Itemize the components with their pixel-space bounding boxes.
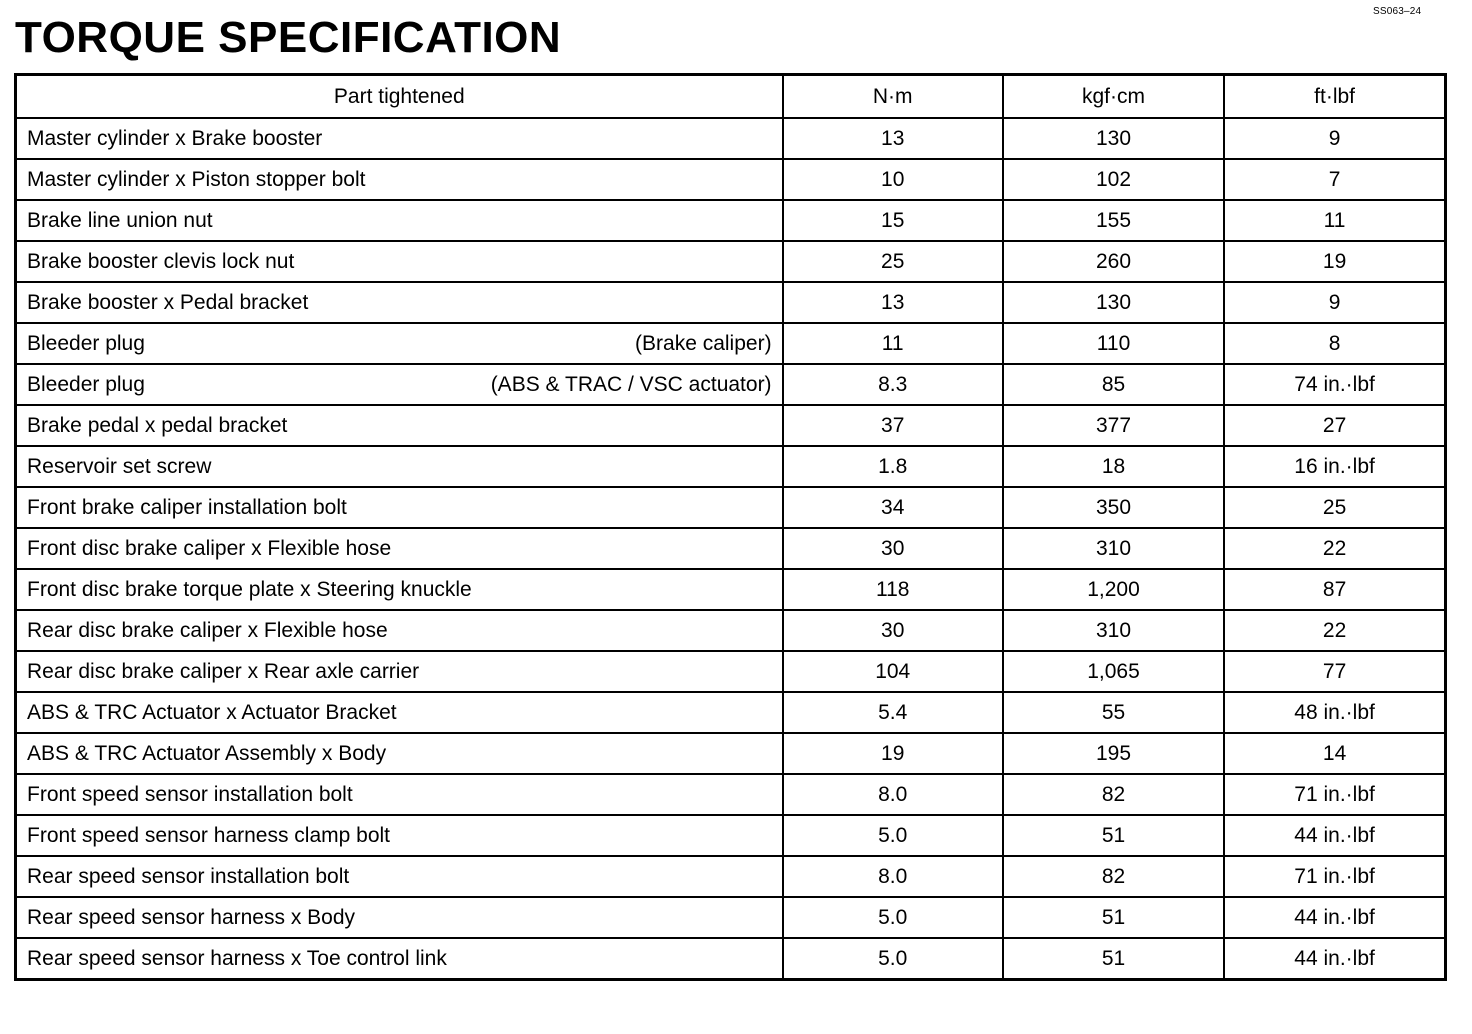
- part-name: Rear disc brake caliper x Flexible hose: [27, 619, 388, 642]
- kgf-cm-value: 102: [1003, 159, 1224, 200]
- nm-value: 30: [783, 610, 1003, 651]
- part-tightened-cell: [16, 938, 783, 980]
- ft-lbf-value: 44 in.·lbf: [1224, 815, 1445, 856]
- table-row: [16, 487, 1446, 528]
- ft-lbf-value: 27: [1224, 405, 1445, 446]
- ft-lbf-value: 44 in.·lbf: [1224, 897, 1445, 938]
- ft-lbf-value: 71 in.·lbf: [1224, 856, 1445, 897]
- part-name: Rear disc brake caliper x Rear axle carrier: [27, 660, 420, 683]
- part-name: Rear speed sensor harness x Toe control link: [27, 947, 447, 970]
- table-row: [16, 200, 1446, 241]
- nm-value: 19: [783, 733, 1003, 774]
- header-part-tightened: Part tightened: [16, 75, 783, 119]
- table-row: [16, 323, 1446, 364]
- part-name: Reservoir set screw: [27, 455, 212, 478]
- kgf-cm-value: 310: [1003, 610, 1224, 651]
- header-nm: N·m: [783, 75, 1003, 119]
- kgf-cm-value: 51: [1003, 938, 1224, 980]
- part-tightened-cell: [16, 610, 783, 651]
- part-tightened-cell: [16, 364, 783, 405]
- kgf-cm-value: 350: [1003, 487, 1224, 528]
- table-row: [16, 610, 1446, 651]
- nm-value: 8.0: [783, 774, 1003, 815]
- part-tightened-cell: [16, 733, 783, 774]
- part-tightened-cell: [16, 897, 783, 938]
- part-tightened-cell: [16, 651, 783, 692]
- part-tightened-cell: [16, 815, 783, 856]
- ft-lbf-value: 22: [1224, 610, 1445, 651]
- part-tightened-cell: [16, 569, 783, 610]
- part-tightened-cell: [16, 323, 783, 364]
- ft-lbf-value: 11: [1224, 200, 1445, 241]
- nm-value: 13: [783, 118, 1003, 159]
- header-ft-lbf: ft·lbf: [1224, 75, 1445, 119]
- kgf-cm-value: 195: [1003, 733, 1224, 774]
- table-row: [16, 405, 1446, 446]
- nm-value: 104: [783, 651, 1003, 692]
- torque-spec-table: [14, 73, 1447, 981]
- nm-value: 8.3: [783, 364, 1003, 405]
- kgf-cm-value: 130: [1003, 282, 1224, 323]
- ft-lbf-value: 16 in.·lbf: [1224, 446, 1445, 487]
- part-name: Master cylinder x Piston stopper bolt: [27, 168, 366, 191]
- part-tightened-cell: [16, 159, 783, 200]
- table-row: [16, 446, 1446, 487]
- part-note: (ABS & TRAC / VSC actuator): [490, 373, 772, 396]
- table-row: [16, 528, 1446, 569]
- part-name: Rear speed sensor installation bolt: [27, 865, 350, 888]
- nm-value: 13: [783, 282, 1003, 323]
- kgf-cm-value: 18: [1003, 446, 1224, 487]
- table-row: [16, 938, 1446, 980]
- nm-value: 25: [783, 241, 1003, 282]
- nm-value: 8.0: [783, 856, 1003, 897]
- table-row: [16, 897, 1446, 938]
- part-name: Brake booster x Pedal bracket: [27, 291, 309, 314]
- part-name: Brake line union nut: [27, 209, 213, 232]
- kgf-cm-value: 51: [1003, 815, 1224, 856]
- part-tightened-cell: [16, 200, 783, 241]
- ft-lbf-value: 19: [1224, 241, 1445, 282]
- kgf-cm-value: 51: [1003, 897, 1224, 938]
- table-row: [16, 815, 1446, 856]
- ft-lbf-value: 87: [1224, 569, 1445, 610]
- part-tightened-cell: [16, 528, 783, 569]
- part-name: ABS & TRC Actuator x Actuator Bracket: [27, 701, 397, 724]
- ft-lbf-value: 9: [1224, 282, 1445, 323]
- part-name: Front brake caliper installation bolt: [27, 496, 347, 519]
- part-name: Front speed sensor harness clamp bolt: [27, 824, 391, 847]
- nm-value: 30: [783, 528, 1003, 569]
- nm-value: 10: [783, 159, 1003, 200]
- part-name: Rear speed sensor harness x Body: [27, 906, 356, 929]
- ft-lbf-value: 77: [1224, 651, 1445, 692]
- table-row: [16, 364, 1446, 405]
- header-kgf-cm: kgf·cm: [1003, 75, 1224, 119]
- part-name: Front speed sensor installation bolt: [27, 783, 353, 806]
- part-tightened-cell: [16, 405, 783, 446]
- nm-value: 34: [783, 487, 1003, 528]
- ft-lbf-value: 48 in.·lbf: [1224, 692, 1445, 733]
- table-row: [16, 733, 1446, 774]
- part-tightened-cell: [16, 856, 783, 897]
- table-row: [16, 241, 1446, 282]
- kgf-cm-value: 1,200: [1003, 569, 1224, 610]
- part-note: (Brake caliper): [635, 332, 772, 355]
- table-row: [16, 159, 1446, 200]
- part-tightened-cell: [16, 118, 783, 159]
- kgf-cm-value: 82: [1003, 774, 1224, 815]
- table-row: [16, 774, 1446, 815]
- nm-value: 5.0: [783, 897, 1003, 938]
- part-tightened-cell: [16, 774, 783, 815]
- table-row: [16, 651, 1446, 692]
- kgf-cm-value: 1,065: [1003, 651, 1224, 692]
- part-name: Front disc brake caliper x Flexible hose: [27, 537, 392, 560]
- ft-lbf-value: 25: [1224, 487, 1445, 528]
- kgf-cm-value: 260: [1003, 241, 1224, 282]
- nm-value: 37: [783, 405, 1003, 446]
- part-tightened-cell: [16, 241, 783, 282]
- ft-lbf-value: 8: [1224, 323, 1445, 364]
- nm-value: 15: [783, 200, 1003, 241]
- page-title: TORQUE SPECIFICATION: [15, 13, 562, 62]
- kgf-cm-value: 310: [1003, 528, 1224, 569]
- nm-value: 5.0: [783, 815, 1003, 856]
- table-header-row: [16, 75, 1446, 119]
- nm-value: 118: [783, 569, 1003, 610]
- kgf-cm-value: 377: [1003, 405, 1224, 446]
- part-name: Front disc brake torque plate x Steering knuckle: [27, 578, 472, 601]
- nm-value: 5.0: [783, 938, 1003, 980]
- ft-lbf-value: 7: [1224, 159, 1445, 200]
- part-name: Master cylinder x Brake booster: [27, 127, 323, 150]
- ft-lbf-value: 22: [1224, 528, 1445, 569]
- part-name: Brake booster clevis lock nut: [27, 250, 295, 273]
- table-row: [16, 856, 1446, 897]
- table-row: [16, 692, 1446, 733]
- part-tightened-cell: [16, 487, 783, 528]
- kgf-cm-value: 85: [1003, 364, 1224, 405]
- ft-lbf-value: 71 in.·lbf: [1224, 774, 1445, 815]
- ft-lbf-value: 44 in.·lbf: [1224, 938, 1445, 980]
- ft-lbf-value: 14: [1224, 733, 1445, 774]
- part-name: Bleeder plug: [27, 332, 145, 355]
- part-tightened-cell: [16, 446, 783, 487]
- table-row: [16, 118, 1446, 159]
- part-name: ABS & TRC Actuator Assembly x Body: [27, 742, 387, 765]
- table-body: [16, 118, 1446, 980]
- part-name: Brake pedal x pedal bracket: [27, 414, 288, 437]
- nm-value: 11: [783, 323, 1003, 364]
- ft-lbf-value: 9: [1224, 118, 1445, 159]
- table-row: [16, 569, 1446, 610]
- kgf-cm-value: 110: [1003, 323, 1224, 364]
- nm-value: 5.4: [783, 692, 1003, 733]
- nm-value: 1.8: [783, 446, 1003, 487]
- kgf-cm-value: 155: [1003, 200, 1224, 241]
- table-row: [16, 282, 1446, 323]
- part-name: Bleeder plug: [27, 373, 145, 396]
- page-code: SS063–24: [1373, 6, 1422, 17]
- kgf-cm-value: 130: [1003, 118, 1224, 159]
- kgf-cm-value: 55: [1003, 692, 1224, 733]
- ft-lbf-value: 74 in.·lbf: [1224, 364, 1445, 405]
- part-tightened-cell: [16, 692, 783, 733]
- kgf-cm-value: 82: [1003, 856, 1224, 897]
- part-tightened-cell: [16, 282, 783, 323]
